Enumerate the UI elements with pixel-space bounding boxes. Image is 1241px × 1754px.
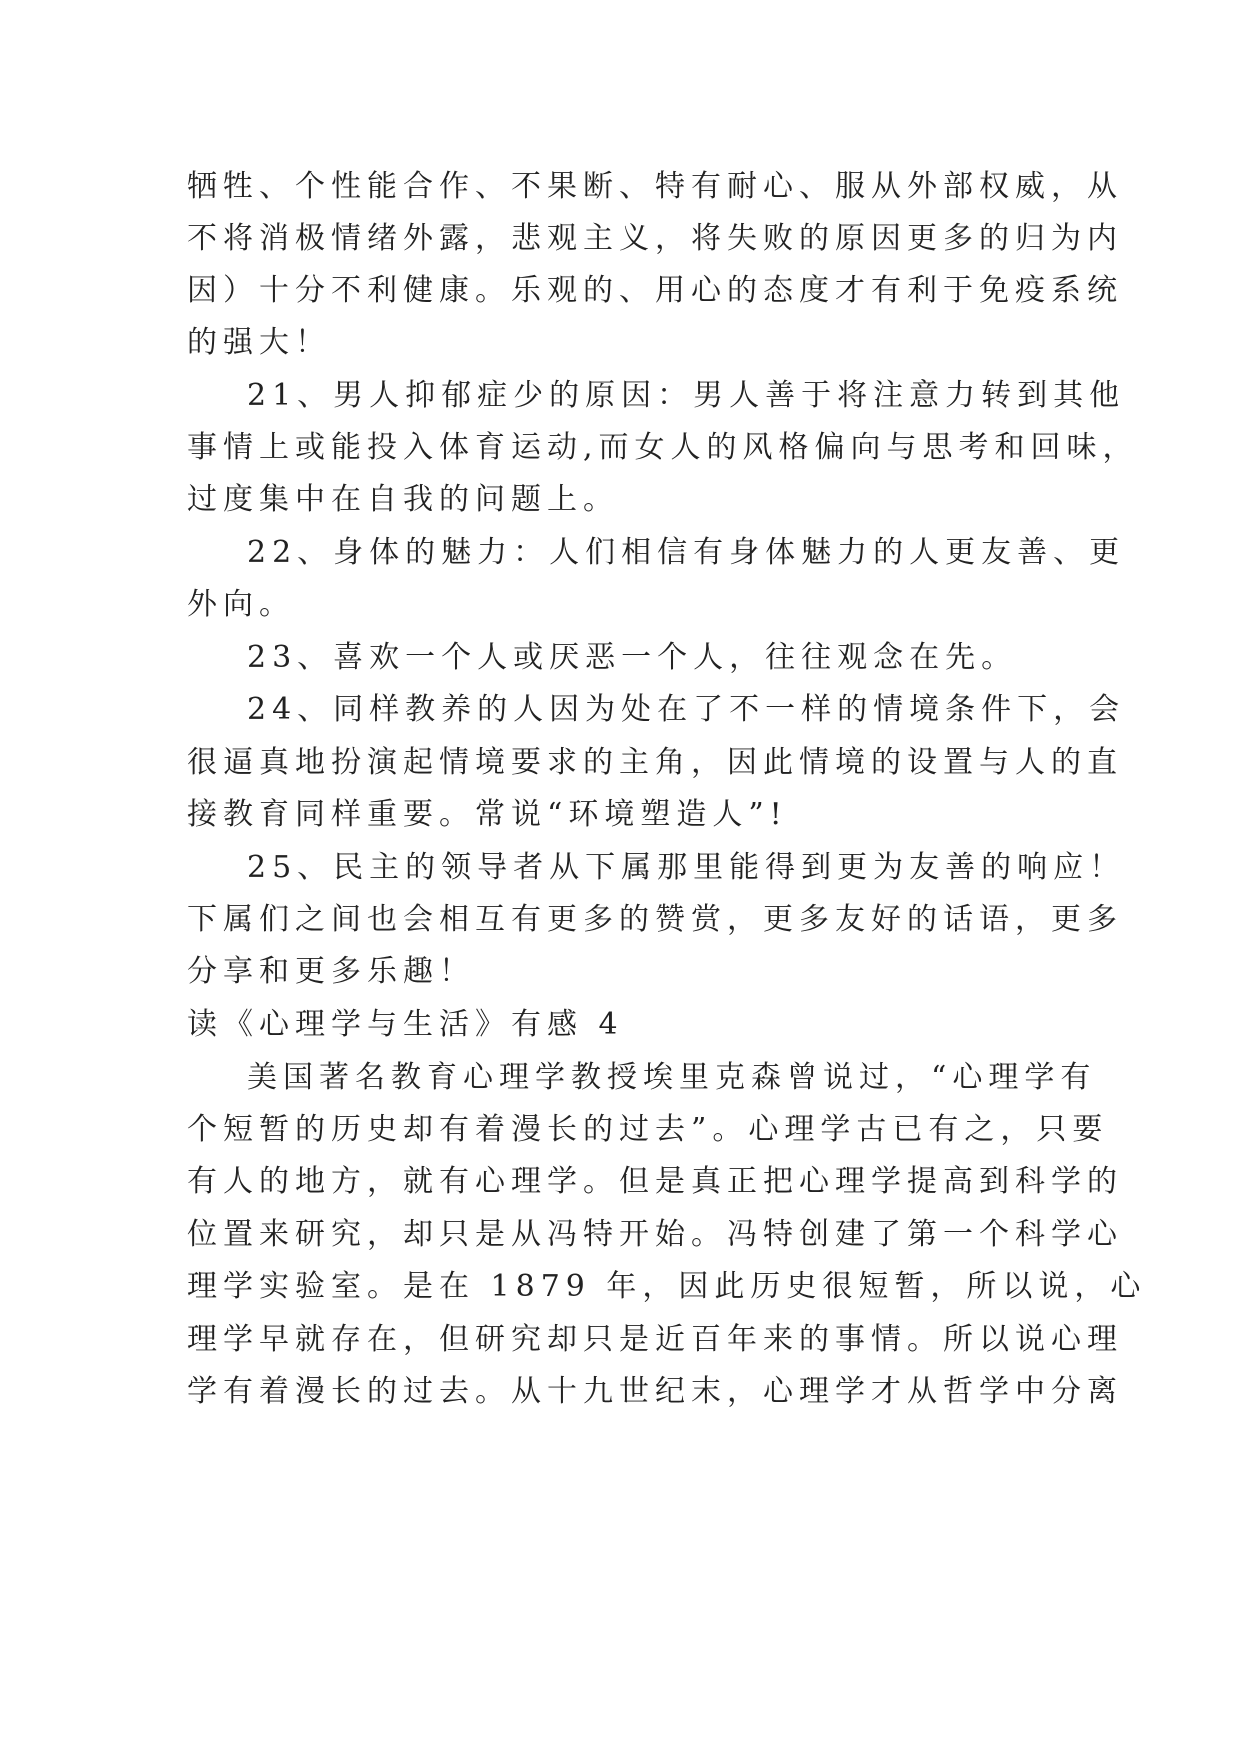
text-line: 位置来研究，却只是从冯特开始。冯特创建了第一个科学心 [187,1217,1123,1252]
text-line: 学有着漫长的过去。从十九世纪末，心理学才从哲学中分离 [187,1374,1123,1409]
text-line: 个短暂的历史却有着漫长的过去”。心理学古已有之，只要 [187,1112,1109,1147]
text-line: 理学早就存在，但研究却只是近百年来的事情。所以说心理 [187,1322,1123,1357]
paragraph-start: 美国著名教育心理学教授埃里克森曾说过，“心理学有 [247,1060,1097,1095]
text-line: 的强大！ [187,325,331,360]
paragraph-24-start: 24、同样教养的人因为处在了不一样的情境条件下，会 [247,692,1126,727]
text-line: 事情上或能投入体育运动,而女人的风格偏向与思考和回味， [187,430,1139,465]
text-line: 过度集中在自我的问题上。 [187,482,619,517]
paragraph-22-start: 22、身体的魅力：人们相信有身体魅力的人更友善、更 [247,535,1126,570]
text-line: 牺牲、个性能合作、不果断、特有耐心、服从外部权威，从 [187,169,1123,204]
text-line: 不将消极情绪外露，悲观主义，将失败的原因更多的归为内 [187,221,1123,256]
text-line: 分享和更多乐趣！ [187,954,475,989]
paragraph-21-start: 21、男人抑郁症少的原因：男人善于将注意力转到其他 [247,378,1126,413]
text-line: 很逼真地扮演起情境要求的主角，因此情境的设置与人的直 [187,745,1123,780]
text-line: 下属们之间也会相互有更多的赞赏，更多友好的话语，更多 [187,902,1123,937]
text-line: 有人的地方，就有心理学。但是真正把心理学提高到科学的 [187,1164,1123,1199]
section-heading: 读《心理学与生活》有感 4 [187,1007,624,1042]
text-line: 理学实验室。是在 1879 年，因此历史很短暂，所以说，心 [187,1269,1147,1304]
paragraph-23: 23、喜欢一个人或厌恶一个人，往往观念在先。 [247,640,1018,675]
text-line: 因）十分不利健康。乐观的、用心的态度才有利于免疫系统 [187,273,1123,308]
text-line: 接教育同样重要。常说“环境塑造人”! [187,797,788,832]
text-line: 外向。 [187,587,295,622]
paragraph-25-start: 25、民主的领导者从下属那里能得到更为友善的响应！ [247,850,1126,885]
